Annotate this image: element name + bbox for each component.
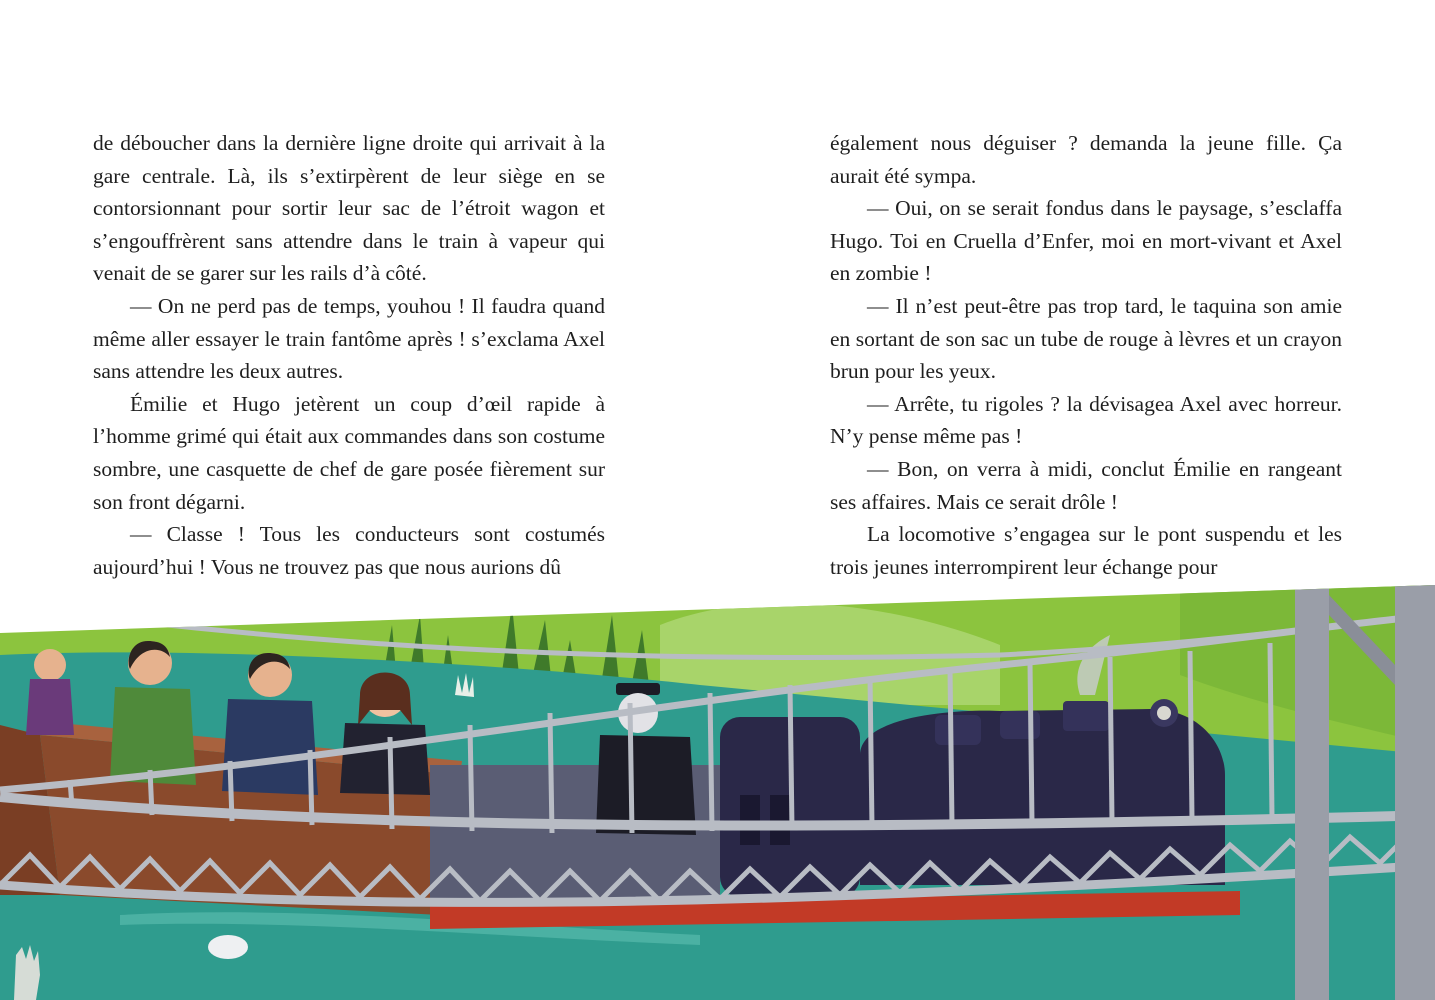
paragraph: — Oui, on se serait fondus dans le paysage, s’esclaffa Hugo. Toi en Cruella d’Enfer, moi en mort-vivant et Axel en zombie ! <box>830 196 1342 286</box>
train-bridge-illustration <box>0 585 1435 1000</box>
illustration-svg <box>0 585 1435 1000</box>
text-column-left <box>93 127 605 583</box>
paragraph: — Bon, on verra à midi, conclut Émilie en rangeant ses affaires. Mais ce serait drôle ! <box>830 456 1342 514</box>
paragraph: — Il n’est peut-être pas trop tard, le taquina son amie en sortant de son sac un tube de rouge à lèvres et un crayon brun pour les yeux. <box>830 293 1342 384</box>
paragraph: — Classe ! Tous les conducteurs sont costumés aujourd’hui ! Vous ne trouvez pas que nous aurions dû <box>93 522 605 579</box>
text-column-right <box>830 127 1342 583</box>
paragraph: de déboucher dans la dernière ligne droite qui arrivait à la gare centrale. Là, ils s’extirpèrent de leur siège en se contorsionnant pour sortir leur sac de l’étroit wagon et s’engouffrèrent sans attendre dans le train à vapeur qui venait de se garer sur les rails d’à côté. <box>93 131 605 286</box>
paragraph: Émilie et Hugo jetèrent un coup d’œil rapide à l’homme grimé qui était aux commandes dans son costume sombre, une casquette de chef de gare posée fièrement sur son front dégarni. <box>93 391 605 514</box>
paragraph: La locomotive s’engagea sur le pont suspendu et les trois jeunes interrompirent leur échange pour <box>830 522 1342 579</box>
floating-mask <box>208 935 248 959</box>
paragraph: — On ne perd pas de temps, youhou ! Il faudra quand même aller essayer le train fantôme après ! s’exclama Axel sans attendre les deux autres. <box>93 293 605 384</box>
paragraph: — Arrête, tu rigoles ? la dévisagea Axel avec horreur. N’y pense même pas ! <box>830 391 1342 449</box>
paragraph: également nous déguiser ? demanda la jeune fille. Ça aurait été sympa. <box>830 131 1342 188</box>
